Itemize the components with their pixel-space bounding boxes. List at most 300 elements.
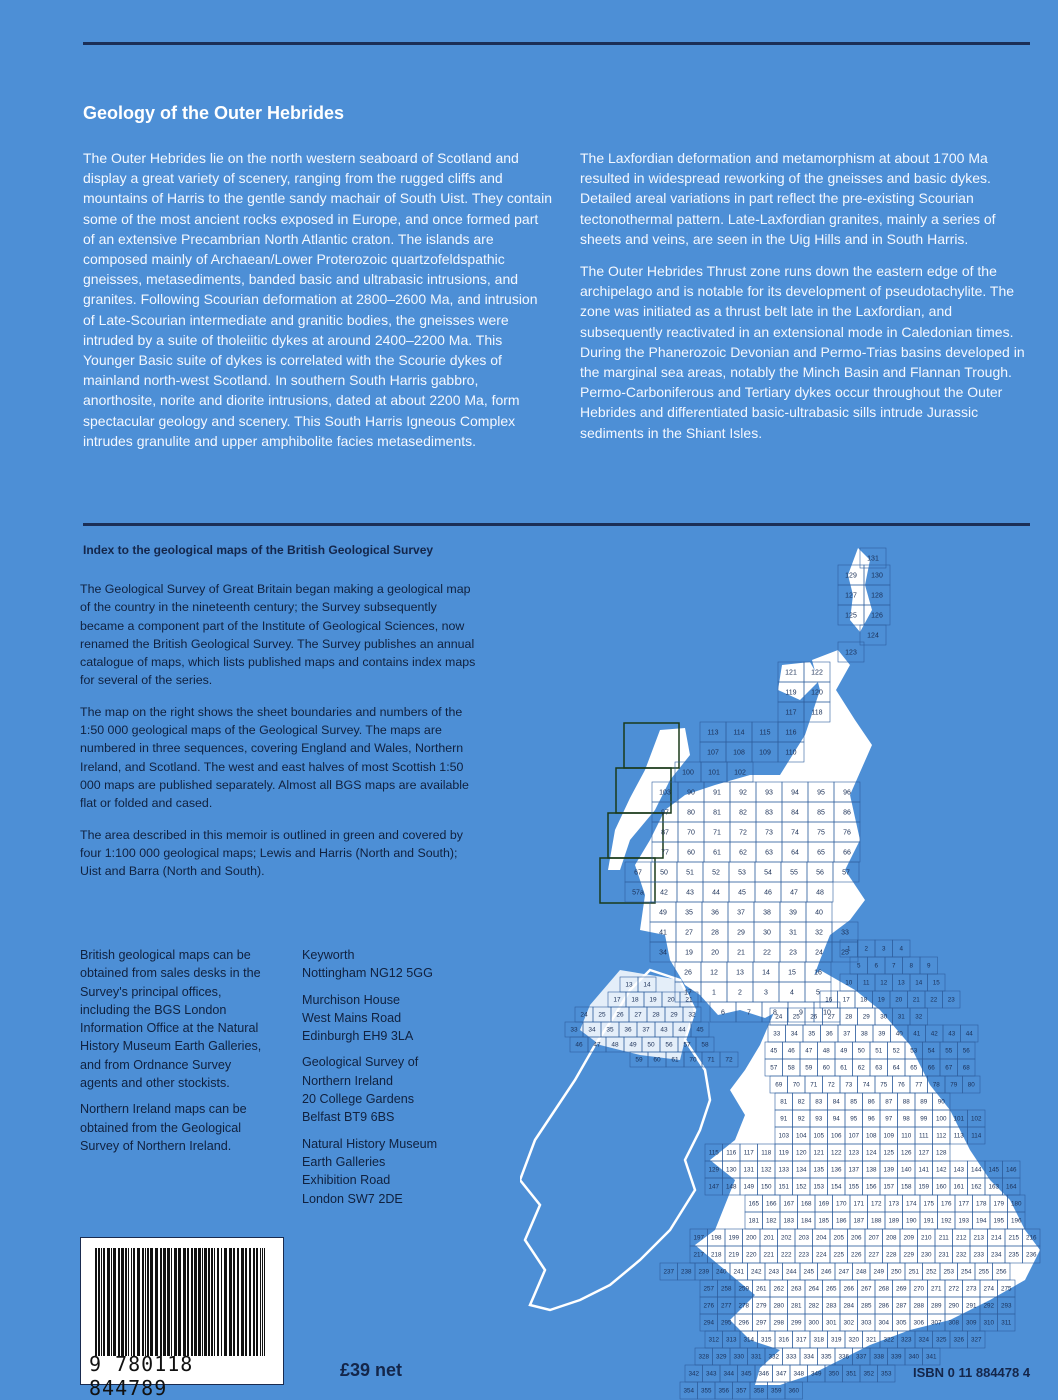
barcode-bar bbox=[107, 1248, 110, 1356]
sheet-label: 195 bbox=[993, 1217, 1005, 1225]
sheet-label: 175 bbox=[923, 1200, 935, 1208]
sheet-label: 360 bbox=[788, 1387, 800, 1395]
sheet-label: 186 bbox=[835, 1217, 847, 1225]
sheet-label: 22 bbox=[930, 996, 938, 1004]
sheet-label: 159 bbox=[918, 1183, 930, 1191]
sheet-label: 149 bbox=[743, 1183, 755, 1191]
sheet-label: 62 bbox=[857, 1064, 865, 1072]
sheet-label: 130 bbox=[871, 572, 883, 580]
sheet-label: 83 bbox=[765, 809, 773, 817]
sheet-label: 35 bbox=[808, 1030, 816, 1038]
address-keyworth: Keyworth Nottingham NG12 5GG bbox=[302, 948, 433, 981]
sheet-label: 14 bbox=[915, 979, 923, 987]
sheet-label: 243 bbox=[768, 1268, 780, 1276]
sheet-label: 146 bbox=[1005, 1166, 1017, 1174]
sheet-label: 355 bbox=[700, 1387, 712, 1395]
sheet-label: 118 bbox=[761, 1149, 772, 1157]
sheet-label: 121 bbox=[813, 1149, 825, 1157]
sheet-label: 222 bbox=[780, 1251, 792, 1259]
sheet-label: 342 bbox=[688, 1370, 700, 1378]
sheet-label: 25 bbox=[841, 949, 849, 957]
sheet-label: 80 bbox=[687, 809, 695, 817]
sheet-label: 327 bbox=[970, 1336, 982, 1344]
sheet-label: 111 bbox=[918, 1132, 929, 1140]
sheet-label: 48 bbox=[611, 1041, 619, 1049]
sheet-label: 77 bbox=[915, 1081, 923, 1089]
address-nhm: Natural History Museum Earth Galleries Exhibition Road London SW7 2DE bbox=[302, 1136, 438, 1206]
sheet-label: 93 bbox=[765, 789, 773, 797]
sheet-label: 57 bbox=[683, 1041, 691, 1049]
sheet-label: 250 bbox=[890, 1268, 902, 1276]
scotland-landmass bbox=[635, 650, 872, 1018]
sheet-label: 252 bbox=[925, 1268, 937, 1276]
sheet-label: 213 bbox=[973, 1234, 985, 1242]
sheet-label: 238 bbox=[680, 1268, 692, 1276]
sheet-label: 356 bbox=[718, 1387, 730, 1395]
sheet-label: 283 bbox=[825, 1302, 837, 1310]
addresses bbox=[302, 946, 502, 1216]
sheet-label: 170 bbox=[835, 1200, 847, 1208]
sheet-label: 340 bbox=[908, 1353, 920, 1361]
sheet-label: 92 bbox=[797, 1115, 805, 1123]
sheet-label: 287 bbox=[895, 1302, 907, 1310]
sheet-label: 61 bbox=[671, 1056, 679, 1064]
sheet-label: 335 bbox=[820, 1353, 832, 1361]
sheet-label: 359 bbox=[770, 1387, 782, 1395]
isbn: ISBN 0 11 884478 4 bbox=[913, 1365, 1031, 1380]
sheet-label: 353 bbox=[880, 1370, 892, 1378]
sheet-label: 17 bbox=[684, 989, 692, 997]
sheet-label: 80 bbox=[967, 1081, 975, 1089]
sheet-label: 272 bbox=[948, 1285, 960, 1293]
sheet-label: 168 bbox=[800, 1200, 812, 1208]
obtain-maps-text bbox=[80, 946, 265, 1163]
index-title: Index to the geological maps of the British Geological Survey bbox=[83, 543, 434, 557]
sheet-label: 60 bbox=[653, 1056, 661, 1064]
sheet-label: 20 bbox=[667, 996, 675, 1004]
sheet-label: 273 bbox=[965, 1285, 977, 1293]
barcode-bar bbox=[224, 1248, 227, 1356]
sheet-label: 49 bbox=[629, 1041, 637, 1049]
sheet-label: 58 bbox=[787, 1064, 795, 1072]
sheet-label: 57 bbox=[842, 869, 850, 877]
barcode-bar bbox=[211, 1248, 213, 1356]
sheet-label: 158 bbox=[900, 1183, 912, 1191]
sheet-label: 151 bbox=[778, 1183, 790, 1191]
sheet-label: 320 bbox=[848, 1336, 860, 1344]
sheet-label: 319 bbox=[830, 1336, 842, 1344]
sheet-label: 257 bbox=[703, 1285, 715, 1293]
sheet-label: 58 bbox=[701, 1041, 709, 1049]
sheet-label: 269 bbox=[895, 1285, 907, 1293]
sheet-label: 343 bbox=[705, 1370, 717, 1378]
sheet-label: 351 bbox=[845, 1370, 857, 1378]
sheet-label: 66 bbox=[843, 849, 851, 857]
sheet-label: 66 bbox=[927, 1064, 935, 1072]
sheet-label: 138 bbox=[865, 1166, 877, 1174]
sheet-label: 99 bbox=[920, 1115, 928, 1123]
sheet-label: 341 bbox=[925, 1353, 937, 1361]
sheet-label: 33 bbox=[570, 1026, 578, 1034]
sheet-label: 167 bbox=[783, 1200, 795, 1208]
barcode-bar bbox=[214, 1248, 215, 1356]
sheet-label: 1 bbox=[846, 945, 851, 953]
sheet-label: 35 bbox=[606, 1026, 614, 1034]
sheet-label: 37 bbox=[843, 1030, 851, 1038]
sheet-label: 309 bbox=[965, 1319, 977, 1327]
sheet-label: 117 bbox=[785, 709, 797, 717]
sheet-label: 334 bbox=[803, 1353, 815, 1361]
sheet-label: 171 bbox=[853, 1200, 865, 1208]
sheet-label: 47 bbox=[593, 1041, 601, 1049]
sheet-label: 137 bbox=[848, 1166, 860, 1174]
sheet-label: 229 bbox=[903, 1251, 915, 1259]
sheet-label: 344 bbox=[723, 1370, 735, 1378]
sheet-label: 72 bbox=[739, 829, 747, 837]
sheet-label: 177 bbox=[958, 1200, 970, 1208]
sheet-label: 44 bbox=[678, 1026, 686, 1034]
sheet-label: 124 bbox=[867, 632, 879, 640]
sheet-label: 122 bbox=[811, 669, 823, 677]
sheet-label: 206 bbox=[850, 1234, 862, 1242]
sheet-label: 69 bbox=[775, 1081, 783, 1089]
sheet-label: 312 bbox=[708, 1336, 720, 1344]
sheet-label: 102 bbox=[734, 769, 746, 777]
barcode-bar bbox=[95, 1248, 97, 1356]
sheet-label: 30 bbox=[880, 1013, 888, 1021]
sheet-label: 49 bbox=[659, 909, 667, 917]
sheet-label: 59 bbox=[635, 1056, 643, 1064]
sheet-label: 154 bbox=[830, 1183, 842, 1191]
sheet-label: 101 bbox=[708, 769, 720, 777]
sheet-label: 65 bbox=[817, 849, 825, 857]
sheet-label: 280 bbox=[773, 1302, 785, 1310]
index-map bbox=[520, 540, 1058, 1400]
sheet-label: 226 bbox=[850, 1251, 862, 1259]
sheet-label: 110 bbox=[901, 1132, 912, 1140]
sheet-label: 354 bbox=[683, 1387, 695, 1395]
sheet-label: 6 bbox=[721, 1009, 725, 1017]
barcode bbox=[80, 1237, 284, 1400]
barcode-bar bbox=[237, 1248, 239, 1356]
sheet-label: 145 bbox=[988, 1166, 1000, 1174]
sheet-label: 96 bbox=[867, 1115, 875, 1123]
sheet-label: 46 bbox=[787, 1047, 795, 1055]
sheet-label: 81 bbox=[713, 809, 721, 817]
sheet-label: 49 bbox=[840, 1047, 848, 1055]
sheet-label: 4 bbox=[790, 989, 794, 997]
sheet-label: 9 bbox=[926, 962, 931, 970]
sheet-label: 210 bbox=[920, 1234, 932, 1242]
sheet-label: 36 bbox=[825, 1030, 833, 1038]
barcode-bar bbox=[150, 1248, 153, 1356]
sheet-label: 101 bbox=[953, 1115, 965, 1123]
sheet-label: 60 bbox=[822, 1064, 830, 1072]
sheet-label: 100 bbox=[935, 1115, 947, 1123]
sheet-label: 266 bbox=[843, 1285, 855, 1293]
sheet-label: 209 bbox=[903, 1234, 915, 1242]
sheet-label: 3 bbox=[881, 945, 886, 953]
sheet-label: 84 bbox=[832, 1098, 840, 1106]
sheet-label: 346 bbox=[758, 1370, 770, 1378]
sheet-label: 85 bbox=[817, 809, 825, 817]
sheet-label: 32 bbox=[915, 1013, 923, 1021]
sheet-label: 268 bbox=[878, 1285, 890, 1293]
sheet-label: 126 bbox=[871, 612, 883, 620]
sheet-label: 141 bbox=[918, 1166, 930, 1174]
sheet-label: 31 bbox=[789, 929, 797, 937]
sheet-label: 110 bbox=[785, 749, 797, 757]
sheet-label: 284 bbox=[843, 1302, 855, 1310]
sheet-label: 236 bbox=[1025, 1251, 1037, 1259]
sheet-label: 42 bbox=[930, 1030, 938, 1038]
sheet-label: 71 bbox=[707, 1056, 715, 1064]
sheet-label: 188 bbox=[870, 1217, 882, 1225]
sheet-label: 12 bbox=[880, 979, 888, 987]
sheet-label: 107 bbox=[848, 1132, 860, 1140]
sheet-label: 36 bbox=[711, 909, 719, 917]
sheet-label: 43 bbox=[948, 1030, 956, 1038]
sheet-label: 244 bbox=[785, 1268, 797, 1276]
sheet-label: 115 bbox=[708, 1149, 719, 1157]
sheet-label: 289 bbox=[930, 1302, 942, 1310]
sheet-label: 220 bbox=[745, 1251, 757, 1259]
sheet-label: 270 bbox=[913, 1285, 925, 1293]
sheet-label: 135 bbox=[813, 1166, 825, 1174]
sheet-label: 164 bbox=[1005, 1183, 1017, 1191]
sheet-label: 21 bbox=[737, 949, 745, 957]
sheet-label: 93 bbox=[815, 1115, 823, 1123]
price: £39 net bbox=[340, 1360, 403, 1380]
sheet-label: 34 bbox=[659, 949, 667, 957]
sheet-label: 8 bbox=[773, 1009, 777, 1017]
sheet-label: 265 bbox=[825, 1285, 837, 1293]
sheet-label: 315 bbox=[760, 1336, 772, 1344]
sheet-label: 72 bbox=[725, 1056, 733, 1064]
sheet-label: 24 bbox=[775, 1013, 783, 1021]
sheet-label: 94 bbox=[791, 789, 799, 797]
sheet-label: 298 bbox=[773, 1319, 785, 1327]
sheet-label: 56 bbox=[816, 869, 824, 877]
sheet-label: 258 bbox=[720, 1285, 732, 1293]
sheet-label: 261 bbox=[755, 1285, 767, 1293]
sheet-label: 48 bbox=[822, 1047, 830, 1055]
sheet-label: 227 bbox=[868, 1251, 880, 1259]
sheet-label: 148 bbox=[725, 1183, 737, 1191]
sheet-label: 237 bbox=[663, 1268, 675, 1276]
sheet-label: 281 bbox=[790, 1302, 802, 1310]
sheet-label: 208 bbox=[885, 1234, 897, 1242]
sheet-label: 350 bbox=[828, 1370, 840, 1378]
barcode-bar bbox=[249, 1248, 251, 1356]
barcode-bar bbox=[178, 1248, 181, 1356]
sheet-label: 81 bbox=[780, 1098, 788, 1106]
sheet-label: 121 bbox=[785, 669, 797, 677]
barcode-bar bbox=[221, 1248, 222, 1356]
sheet-label: 150 bbox=[760, 1183, 772, 1191]
sheet-label: 62 bbox=[739, 849, 747, 857]
geology-paragraph: The Laxfordian deformation and metamorphism at about 1700 Ma resulted in widespread reworking of the gneisses and basic dykes. Detailed areal variations in part reflect the pre-existing Scourian tectonothermal pattern. Late-Laxfordian granites, mainly a series of sheets and veins, are seen in the Uig Hills and in South Harris. bbox=[580, 150, 996, 247]
barcode-bar bbox=[202, 1248, 203, 1356]
sheet-label: 74 bbox=[791, 829, 799, 837]
barcode-bar bbox=[174, 1248, 177, 1356]
sheet-label: 293 bbox=[1000, 1302, 1012, 1310]
geology-left-column bbox=[83, 148, 553, 463]
sheet-label: 95 bbox=[817, 789, 825, 797]
sheet-label: 184 bbox=[800, 1217, 812, 1225]
index-paragraph: The area described in this memoir is outlined in green and covered by four 1:100 000 geological maps; Lewis and Harris (North and South); Uist and Barra (North and South). bbox=[80, 827, 463, 879]
barcode-bar bbox=[208, 1248, 210, 1356]
sheet-label: 50 bbox=[660, 869, 668, 877]
sheet-label: 230 bbox=[920, 1251, 932, 1259]
barcode-bar bbox=[101, 1248, 102, 1356]
sheet-label: 71 bbox=[810, 1081, 818, 1089]
sheet-label: 321 bbox=[865, 1336, 877, 1344]
sheet-label: 53 bbox=[738, 869, 746, 877]
sheet-label: 39 bbox=[789, 909, 797, 917]
sheet-label: 44 bbox=[712, 889, 720, 897]
sheet-label: 70 bbox=[689, 1056, 697, 1064]
sheet-label: 75 bbox=[880, 1081, 888, 1089]
sheet-label: 329 bbox=[715, 1353, 727, 1361]
sheet-label: 33 bbox=[841, 929, 849, 937]
sheet-label: 254 bbox=[960, 1268, 972, 1276]
sheet-label: 116 bbox=[726, 1149, 737, 1157]
sheet-label: 241 bbox=[733, 1268, 745, 1276]
sheet-label: 61 bbox=[713, 849, 721, 857]
sheet-label: 30 bbox=[763, 929, 771, 937]
sheet-label: 92 bbox=[739, 789, 747, 797]
sheet-label: 231 bbox=[938, 1251, 950, 1259]
sheet-label: 90 bbox=[937, 1098, 945, 1106]
sheet-label: 242 bbox=[750, 1268, 762, 1276]
barcode-bar bbox=[118, 1248, 120, 1356]
barcode-bars bbox=[95, 1248, 267, 1356]
sheet-label: 64 bbox=[791, 849, 799, 857]
sheet-label: 134 bbox=[795, 1166, 807, 1174]
sheet-label: 31 bbox=[897, 1013, 905, 1021]
sheet-label: 235 bbox=[1008, 1251, 1020, 1259]
sheet-label: 234 bbox=[990, 1251, 1002, 1259]
sheet-label: 14 bbox=[643, 981, 651, 989]
sheet-label: 123 bbox=[848, 1149, 860, 1157]
sheet-label: 78 bbox=[932, 1081, 940, 1089]
sheet-label: 332 bbox=[768, 1353, 780, 1361]
sheet-label: 54 bbox=[764, 869, 772, 877]
sheet-label: 16 bbox=[814, 969, 822, 977]
middle-rule bbox=[83, 523, 1030, 526]
sheet-label: 174 bbox=[905, 1200, 917, 1208]
sheet-label: 162 bbox=[970, 1183, 982, 1191]
sheet-label: 107 bbox=[707, 749, 719, 757]
sheet-label: 40 bbox=[815, 909, 823, 917]
sheet-label: 6 bbox=[874, 962, 879, 970]
sheet-label: 128 bbox=[935, 1149, 947, 1157]
sheet-label: 53 bbox=[910, 1047, 918, 1055]
sheet-label: 14 bbox=[762, 969, 770, 977]
sheet-label: 144 bbox=[970, 1166, 982, 1174]
sheet-label: 301 bbox=[825, 1319, 837, 1327]
sheet-label: 224 bbox=[815, 1251, 827, 1259]
sheet-label: 47 bbox=[805, 1047, 813, 1055]
sheet-label: 271 bbox=[930, 1285, 942, 1293]
sheet-label: 55 bbox=[790, 869, 798, 877]
sheet-label: 27 bbox=[827, 1013, 835, 1021]
sheet-label: 163 bbox=[988, 1183, 1000, 1191]
sheet-label: 311 bbox=[1001, 1319, 1012, 1327]
sheet-label: 22 bbox=[763, 949, 771, 957]
sheet-label: 91 bbox=[713, 789, 721, 797]
sheet-label: 157 bbox=[883, 1183, 895, 1191]
sheet-label: 325 bbox=[935, 1336, 947, 1344]
barcode-bar bbox=[121, 1248, 124, 1356]
sheet-label: 193 bbox=[958, 1217, 970, 1225]
sheet-label: 276 bbox=[703, 1302, 715, 1310]
sheet-label: 189 bbox=[888, 1217, 900, 1225]
sheet-label: 264 bbox=[808, 1285, 820, 1293]
sheet-label: 295 bbox=[720, 1319, 732, 1327]
sheet-label: 178 bbox=[975, 1200, 987, 1208]
sheet-label: 314 bbox=[743, 1336, 755, 1344]
sheet-label: 180 bbox=[1010, 1200, 1022, 1208]
sheet-label: 303 bbox=[860, 1319, 872, 1327]
address-gsni: Geological Survey of Northern Ireland 20 College Gardens Belfast BT9 6BS bbox=[302, 1055, 419, 1125]
sheet-label: 182 bbox=[765, 1217, 777, 1225]
sheet-label: 11 bbox=[862, 979, 870, 987]
barcode-bar bbox=[137, 1248, 140, 1356]
sheet-label: 120 bbox=[811, 689, 823, 697]
barcode-bar bbox=[187, 1248, 189, 1356]
sheet-label: 336 bbox=[838, 1353, 850, 1361]
sheet-label: 42 bbox=[660, 889, 668, 897]
sheet-label: 34 bbox=[588, 1026, 596, 1034]
sheet-label: 282 bbox=[808, 1302, 820, 1310]
sheet-label: 97 bbox=[661, 809, 669, 817]
sheet-label: 352 bbox=[863, 1370, 875, 1378]
sheet-label: 34 bbox=[790, 1030, 798, 1038]
sheet-label: 88 bbox=[902, 1098, 910, 1106]
sheet-label: 181 bbox=[748, 1217, 760, 1225]
sheet-label: 132 bbox=[760, 1166, 772, 1174]
sheet-label: 19 bbox=[877, 996, 885, 1004]
sheet-label: 106 bbox=[830, 1132, 842, 1140]
sheet-label: 131 bbox=[743, 1166, 755, 1174]
sheet-label: 65 bbox=[910, 1064, 918, 1072]
sheet-label: 52 bbox=[892, 1047, 900, 1055]
barcode-bar bbox=[171, 1248, 172, 1356]
sheet-label: 204 bbox=[815, 1234, 827, 1242]
barcode-bar bbox=[113, 1248, 116, 1356]
sheet-label: 308 bbox=[948, 1319, 960, 1327]
barcode-bar bbox=[103, 1248, 105, 1356]
sheet-label: 262 bbox=[773, 1285, 785, 1293]
sheet-label: 202 bbox=[780, 1234, 792, 1242]
sheet-label: 21 bbox=[912, 996, 920, 1004]
sheet-label: 26 bbox=[616, 1011, 624, 1019]
sheet-label: 41 bbox=[913, 1030, 921, 1038]
sheet-label: 74 bbox=[862, 1081, 870, 1089]
barcode-bar bbox=[128, 1248, 129, 1356]
index-paragraph: The map on the right shows the sheet boundaries and numbers of the 1:50 000 geological maps of the Geological Survey. The maps are numbered in three sequences, covering England and Wales, Northern Ireland, and Scotland. The west and east halves of most Scottish 1:50 000 maps are published separately. Almost all BGS maps are available flat or folded and cased. bbox=[80, 704, 469, 811]
sheet-label: 152 bbox=[795, 1183, 807, 1191]
sheet-label: 39 bbox=[878, 1030, 886, 1038]
sheet-label: 218 bbox=[710, 1251, 722, 1259]
sheet-label: 183 bbox=[783, 1217, 795, 1225]
barcode-bar bbox=[256, 1248, 258, 1356]
sheet-label: 83 bbox=[815, 1098, 823, 1106]
sheet-label: 212 bbox=[955, 1234, 967, 1242]
sheet-label: 116 bbox=[785, 729, 797, 737]
